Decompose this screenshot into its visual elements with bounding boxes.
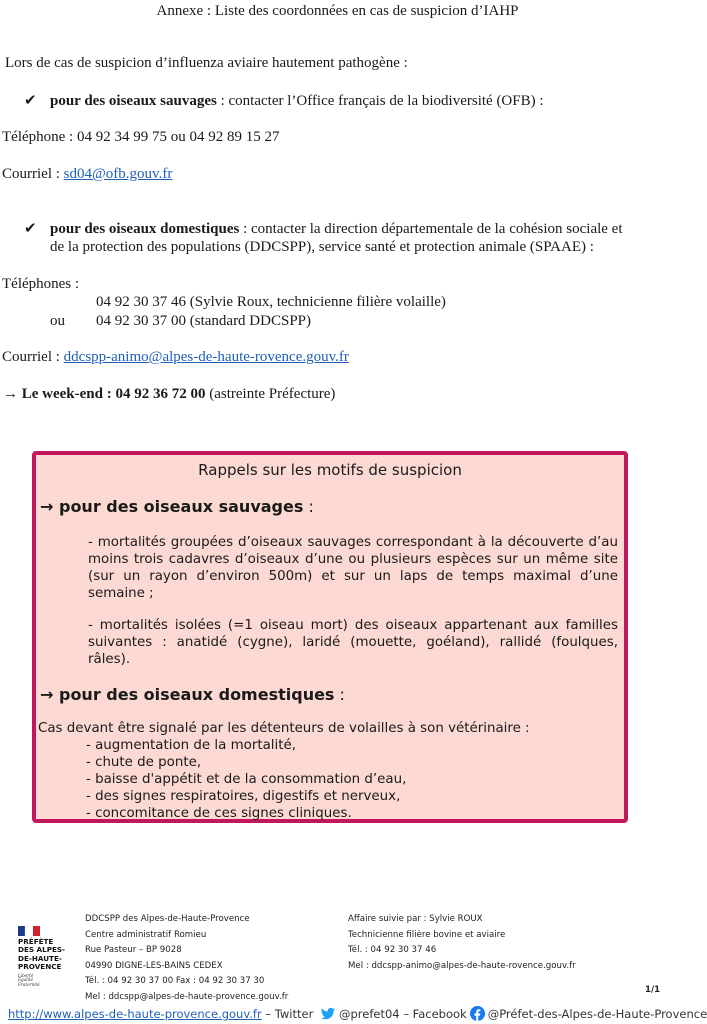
footer-line: Rue Pasteur – BP 9028 <box>85 945 182 955</box>
logo-text: DE-HAUTE- <box>18 953 62 963</box>
footer-line: Tél. : 04 92 30 37 00 Fax : 04 92 30 37 30 <box>85 976 265 986</box>
footer-line: DDCSPP des Alpes-de-Haute-Provence <box>85 914 250 924</box>
weekend-phone: Le week-end : 04 92 36 72 00 <box>21 386 206 402</box>
twitter-handle[interactable]: @prefet04 <box>338 1007 400 1021</box>
checkmark-icon: ✔ <box>24 93 37 109</box>
footer-line: Mel : ddcspp-animo@alpes-de-haute-rovence.gouv.fr <box>348 960 576 971</box>
weekend-line <box>3 385 335 403</box>
box-domestic-heading <box>40 685 345 704</box>
colon: : <box>334 685 345 704</box>
box-wild-criterion-1 <box>88 534 618 602</box>
phones-label: Téléphones : <box>2 276 80 292</box>
prefecture-logo <box>18 926 68 986</box>
website-link[interactable]: http://www.alpes-de-haute-provence.gouv.fr <box>8 1007 262 1021</box>
box-domestic-heading-text: pour des oiseaux domestiques <box>58 685 335 704</box>
separator: – Facebook <box>399 1007 467 1021</box>
line: suivantes : anatidé (cygne), laridé (mouette, goéland), rallidé (foulques, <box>88 635 618 650</box>
line: semaine ; <box>88 586 154 601</box>
domestic-email-line <box>2 348 349 366</box>
wild-phone: Téléphone : 04 92 34 99 75 ou 04 92 89 15 27 <box>2 129 280 145</box>
arrow-icon: → <box>40 497 54 516</box>
motto-text: Liberté <box>18 972 34 978</box>
footer-line: Tél. : 04 92 30 37 46 <box>348 945 437 955</box>
line: râles). <box>88 652 131 667</box>
footer-line: Centre administratif Romieu <box>85 929 207 940</box>
wild-birds-label: pour des oiseaux sauvages <box>50 93 217 109</box>
domestic-birds-contact-line2: de la protection des populations (DDCSPP), service santé et protection animale (SPAAE) : <box>50 239 594 255</box>
separator: – Twitter <box>261 1007 317 1021</box>
logo-text: DES ALPES- <box>18 945 66 955</box>
footer-contact <box>348 912 576 974</box>
email-label: Courriel : <box>2 166 64 182</box>
facebook-icon[interactable] <box>470 1006 485 1024</box>
email-label: Courriel : <box>2 349 64 365</box>
or-label: ou <box>50 313 65 329</box>
list-item: - chute de ponte, <box>86 755 202 770</box>
footer-line: Technicienne filière bovine et aviaire <box>348 929 506 940</box>
line: - mortalités isolées (=1 oiseau mort) des oiseaux appartenant aux familles <box>88 618 618 633</box>
domestic-birds-bullet <box>24 220 669 238</box>
suspicion-reminder-box <box>32 451 628 823</box>
box-domestic-intro: Cas devant être signalé par les détenteurs de volailles à son vétérinaire : <box>38 721 530 736</box>
ddcspp-email-link[interactable]: ddcspp-animo@alpes-de-haute-rovence.gouv.fr <box>63 349 349 365</box>
ddcspp-phone-2: 04 92 30 37 00 (standard DDCSPP) <box>96 313 312 329</box>
wild-email-line <box>2 165 172 183</box>
colon: : <box>303 497 314 516</box>
box-wild-heading-text: pour des oiseaux sauvages <box>58 497 304 516</box>
arrow-icon: → <box>40 685 54 704</box>
list-item: - des signes respiratoires, digestifs et nerveux, <box>86 789 401 804</box>
line: moins trois cadavres d’oiseaux d’une ou plusieurs espèces sur un même site <box>88 552 618 567</box>
wild-birds-bullet <box>24 92 664 110</box>
box-wild-heading <box>40 497 314 516</box>
motto-text: Égalité <box>18 977 34 983</box>
weekend-note: (astreinte Préfecture) <box>205 386 336 402</box>
list-item: - baisse d'appétit et de la consommation d’eau, <box>86 772 407 787</box>
wild-birds-contact: : contacter l’Office français de la biodiversité (OFB) : <box>216 93 544 109</box>
marianne-flag-icon <box>18 926 40 936</box>
twitter-icon[interactable] <box>320 1007 336 1024</box>
logo-text: PROVENCE <box>18 962 62 972</box>
line: - mortalités groupées d’oiseaux sauvages correspondant à la découverte d’au <box>88 535 618 550</box>
list-item: - concomitance de ces signes cliniques. <box>86 806 352 821</box>
domestic-birds-contact: : contacter la direction départementale de la cohésion sociale et <box>239 221 623 237</box>
intro-text: Lors de cas de suspicion d’influenza aviaire hautement pathogène : <box>5 55 408 71</box>
box-wild-criterion-2 <box>88 617 618 668</box>
footer-line: Mel : ddcspp@alpes-de-haute-provence.gouv.fr <box>85 991 289 1002</box>
facebook-handle[interactable]: @Préfet-des-Alpes-de-Haute-Provence <box>487 1007 707 1021</box>
ddcspp-phone-1: 04 92 30 37 46 (Sylvie Roux, technicienne filière volaille) <box>96 294 446 310</box>
footer-address <box>85 912 288 1005</box>
box-title: Rappels sur les motifs de suspicion <box>198 461 462 479</box>
list-item: - augmentation de la mortalité, <box>86 738 296 753</box>
line: (sur un rayon d’environ 500m) et sur un laps de temps maximal d’une <box>88 569 618 584</box>
footer-line: 04990 DIGNE-LES-BAINS CEDEX <box>85 960 223 971</box>
page-number: 1/1 <box>645 985 661 995</box>
page-title: Annexe : Liste des coordonnées en cas de suspicion d’IAHP <box>156 3 519 19</box>
motto-text: Fraternité <box>18 981 40 987</box>
footer-links-bar <box>0 1003 707 1024</box>
logo-text: PRÉFÈTE <box>18 937 54 946</box>
footer-line: Affaire suivie par : Sylvie ROUX <box>348 914 483 924</box>
domestic-birds-label: pour des oiseaux domestiques <box>50 221 240 237</box>
ofb-email-link[interactable]: sd04@ofb.gouv.fr <box>63 166 173 182</box>
arrow-icon: → <box>3 386 18 402</box>
checkmark-icon: ✔ <box>24 221 37 237</box>
